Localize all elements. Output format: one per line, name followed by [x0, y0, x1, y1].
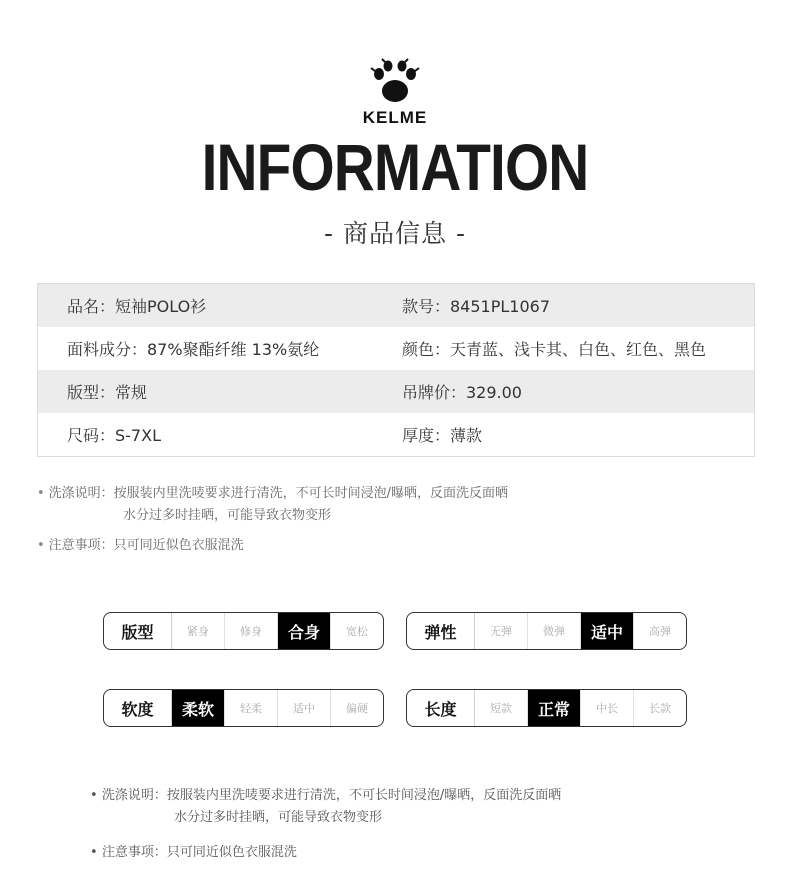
scale-option: 中长 [581, 690, 634, 726]
spec-style-number: 款号：8451PL1067 [402, 297, 551, 316]
care-caution-bottom [90, 842, 297, 864]
scale-option: 高弹 [649, 625, 671, 638]
wash-instructions [37, 483, 508, 527]
scale-option: 轻柔 [225, 690, 278, 726]
spec-row [38, 413, 754, 456]
scale-option-selected: 正常 [528, 690, 581, 726]
spec-row [38, 370, 754, 413]
scale-option: 宽松 [346, 625, 368, 638]
spec-fabric: 面料成分：87%聚酯纤维 13%氨纶 [67, 340, 320, 359]
wash-instructions-line1: 洗涤说明：按服装内里洗唛要求进行清洗，不可长时间浸泡/曝晒，反面洗反面晒 [48, 486, 509, 501]
scale-option: 长款 [649, 702, 671, 715]
bullet-icon: • [90, 845, 98, 860]
softness-scale [103, 689, 384, 727]
elasticity-scale [406, 612, 687, 650]
spec-thickness: 厚度：薄款 [402, 426, 483, 445]
bullet-icon: • [37, 538, 45, 553]
brand-name: KELME [362, 108, 428, 127]
wash-instructions-bottom-line1: 洗涤说明：按服装内里洗唛要求进行清洗，不可长时间浸泡/曝晒，反面洗反面晒 [101, 788, 562, 803]
care-caution [37, 535, 244, 557]
wash-instructions-bottom-line2: 水分过多时挂晒，可能导致衣物变形 [174, 810, 383, 825]
scale-label: 长度 [407, 690, 475, 726]
wash-instructions-bottom [90, 785, 561, 829]
spec-fit: 版型：常规 [67, 383, 148, 402]
spec-sizes: 尺码：S-7XL [67, 426, 161, 445]
bullet-icon: • [37, 486, 45, 501]
scale-option: 无弹 [475, 613, 528, 649]
scale-option: 短款 [475, 690, 528, 726]
scale-option-selected: 柔软 [172, 690, 225, 726]
product-spec-table [37, 283, 755, 457]
spec-row [38, 284, 754, 327]
scale-option: 偏硬 [346, 702, 368, 715]
length-scale [406, 689, 687, 727]
page-subheading: - 商品信息 - [324, 219, 466, 248]
scale-option: 适中 [278, 690, 331, 726]
page-headline: INFORMATION [201, 130, 589, 204]
scale-option: 微弹 [528, 613, 581, 649]
scale-label: 弹性 [407, 613, 475, 649]
spec-product-name: 品名：短袖POLO衫 [67, 297, 207, 316]
brand-logo [0, 58, 790, 128]
bullet-icon: • [90, 788, 98, 803]
spec-tag-price: 吊牌价：329.00 [402, 383, 522, 402]
scale-label: 版型 [104, 613, 172, 649]
fit-scale [103, 612, 384, 650]
scale-option: 紧身 [172, 613, 225, 649]
scale-option: 修身 [225, 613, 278, 649]
care-caution-text: 注意事项：只可同近似色衣服混洗 [48, 538, 244, 553]
scale-label: 软度 [104, 690, 172, 726]
spec-row [38, 327, 754, 370]
scale-option-selected: 合身 [278, 613, 331, 649]
spec-colors: 颜色：天青蓝、浅卡其、白色、红色、黑色 [402, 340, 707, 359]
scale-option-selected: 适中 [581, 613, 634, 649]
care-caution-bottom-text: 注意事项：只可同近似色衣服混洗 [101, 845, 297, 860]
wash-instructions-line2: 水分过多时挂晒，可能导致衣物变形 [123, 508, 332, 523]
paw-icon [367, 58, 423, 104]
